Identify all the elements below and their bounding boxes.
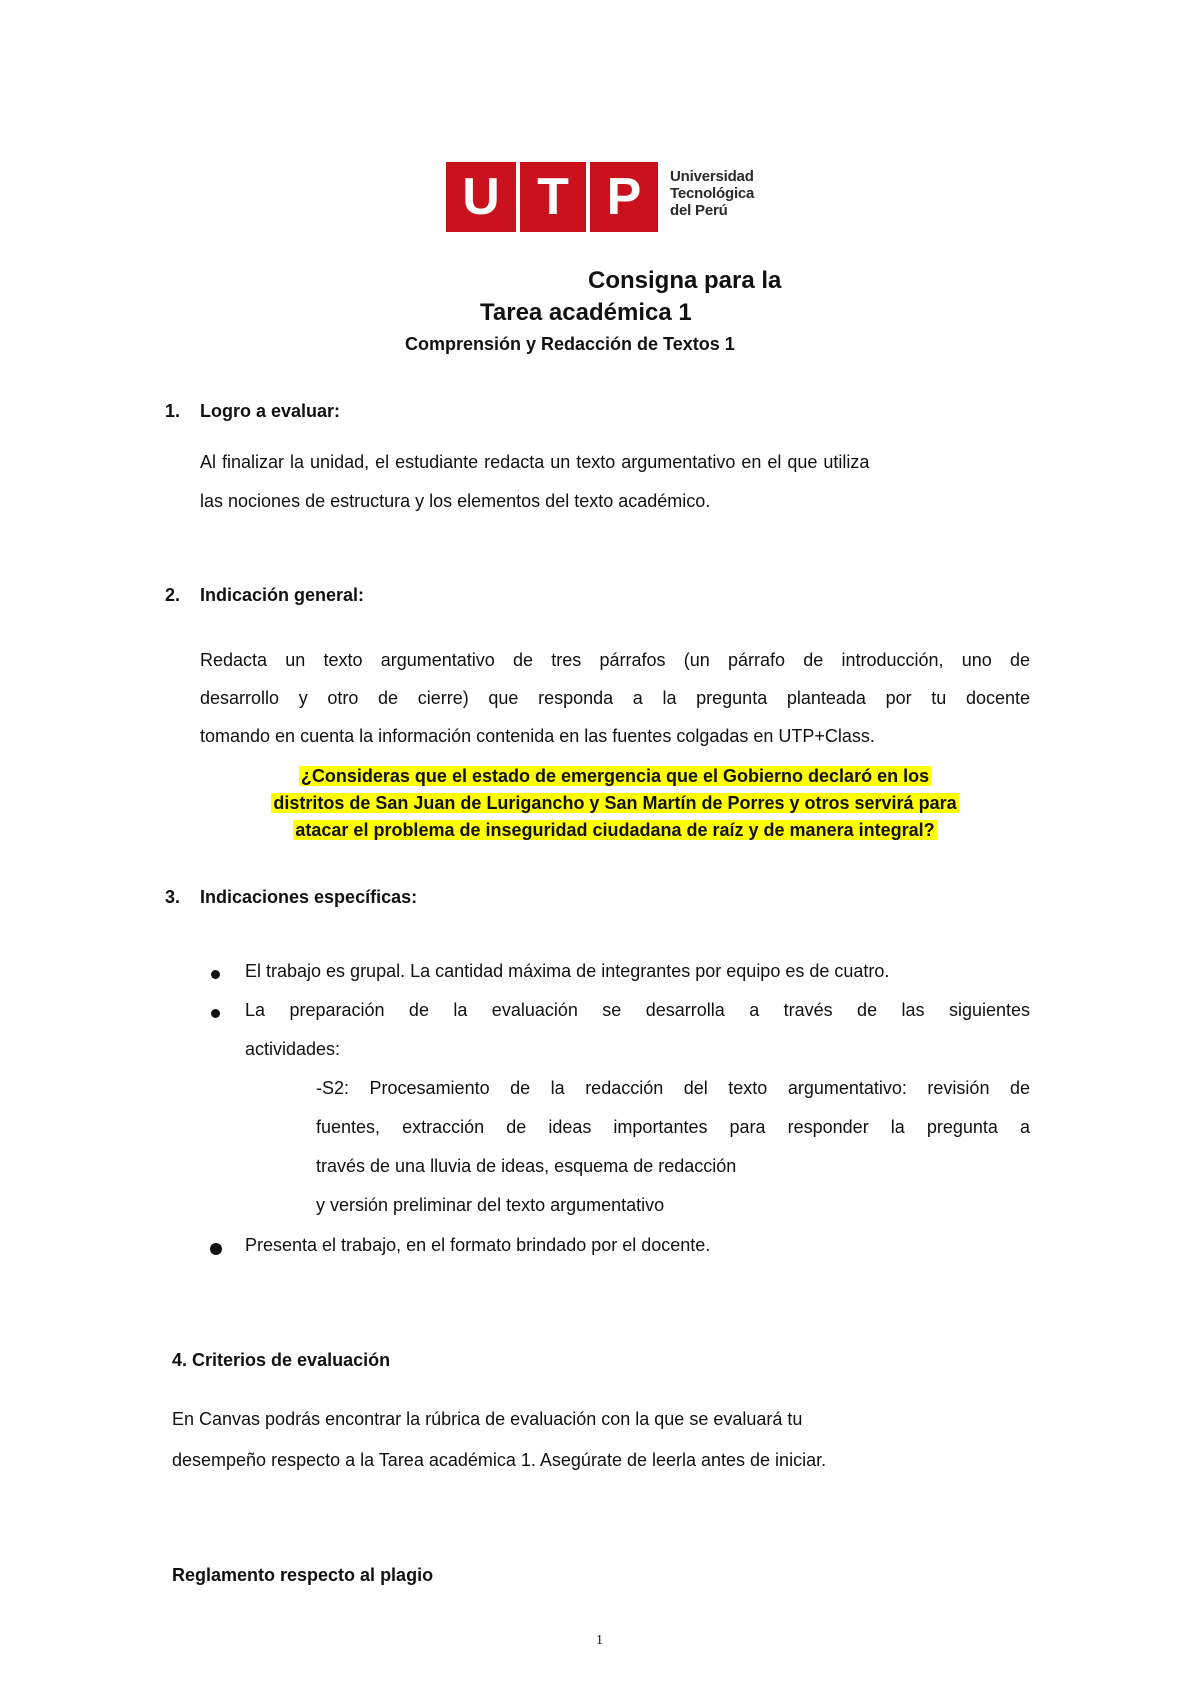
section-1-heading: Logro a evaluar: <box>200 401 341 421</box>
section-1-text-line-1: Al finalizar la unidad, el estudiante redacta un texto argumentativo en el que utiliza <box>200 452 870 472</box>
section-4-heading: 4. Criterios de evaluación <box>172 1350 391 1370</box>
bullet-2-text-line-2: actividades: <box>245 1039 341 1059</box>
bullet-3-text: Presenta el trabajo, en el formato brindado por el docente. <box>245 1235 711 1255</box>
page-number: 1 <box>596 1633 603 1648</box>
section-2-number: 2. <box>165 585 181 605</box>
logo-letter-p: P <box>606 168 642 226</box>
sub-item-line-1: -S2: Procesamiento de la redacción del texto argumentativo: revisión de <box>316 1078 1030 1098</box>
logo-line-1: Universidad <box>670 168 754 185</box>
title-line-1: Consigna para la <box>588 267 782 294</box>
section-2-text-line-1: Redacta un texto argumentativo de tres párrafos (un párrafo de introducción, uno de <box>200 650 1030 670</box>
sub-item-line-3: través de una lluvia de ideas, esquema de redacción <box>316 1156 737 1176</box>
question-line-3: atacar el problema de inseguridad ciudadana de raíz y de manera integral? <box>295 820 935 840</box>
section-1-text-line-2: las nociones de estructura y los elementos del texto académico. <box>200 491 711 511</box>
logo-line-3: del Perú <box>670 202 728 219</box>
section-2-heading: Indicación general: <box>200 585 365 605</box>
section-4-text-line-2: desempeño respecto a la Tarea académica 1. Asegúrate de leerla antes de iniciar. <box>172 1450 827 1470</box>
page-subtitle: Comprensión y Redacción de Textos 1 <box>405 334 735 354</box>
bullet-icon <box>210 1243 222 1255</box>
section-4-text-line-1: En Canvas podrás encontrar la rúbrica de evaluación con la que se evaluará tu <box>172 1409 803 1429</box>
highlighted-question <box>150 763 1080 844</box>
sub-item-line-4: y versión preliminar del texto argumentativo <box>316 1195 665 1215</box>
bullet-1-text: El trabajo es grupal. La cantidad máxima de integrantes por equipo es de cuatro. <box>245 961 890 981</box>
section-2-text-line-2: desarrollo y otro de cierre) que responda a la pregunta planteada por tu docente <box>200 688 1030 708</box>
section-2-text-line-3: tomando en cuenta la información contenida en las fuentes colgadas en UTP+Class. <box>200 726 875 746</box>
title-line-2: Tarea académica 1 <box>480 299 692 326</box>
bullet-icon <box>211 970 220 979</box>
logo-letter-u: U <box>462 168 500 226</box>
section-1-number: 1. <box>165 401 181 421</box>
plagiarism-heading: Reglamento respecto al plagio <box>172 1565 434 1585</box>
section-3-number: 3. <box>165 887 181 907</box>
bullet-2-text-line-1: La preparación de la evaluación se desarrolla a través de las siguientes <box>245 1000 1030 1020</box>
question-line-1: ¿Consideras que el estado de emergencia que el Gobierno declaró en los <box>300 766 930 786</box>
section-3-heading: Indicaciones específicas: <box>200 887 418 907</box>
question-line-2: distritos de San Juan de Lurigancho y San Martín de Porres y otros servirá para <box>273 793 957 813</box>
logo-letter-t: T <box>537 168 569 226</box>
logo-line-2: Tecnológica <box>670 185 755 202</box>
sub-item-line-2: fuentes, extracción de ideas importantes para responder la pregunta a <box>316 1117 1030 1137</box>
bullet-icon <box>211 1009 220 1018</box>
utp-logo <box>446 162 766 232</box>
logo-wordmark <box>670 168 754 219</box>
